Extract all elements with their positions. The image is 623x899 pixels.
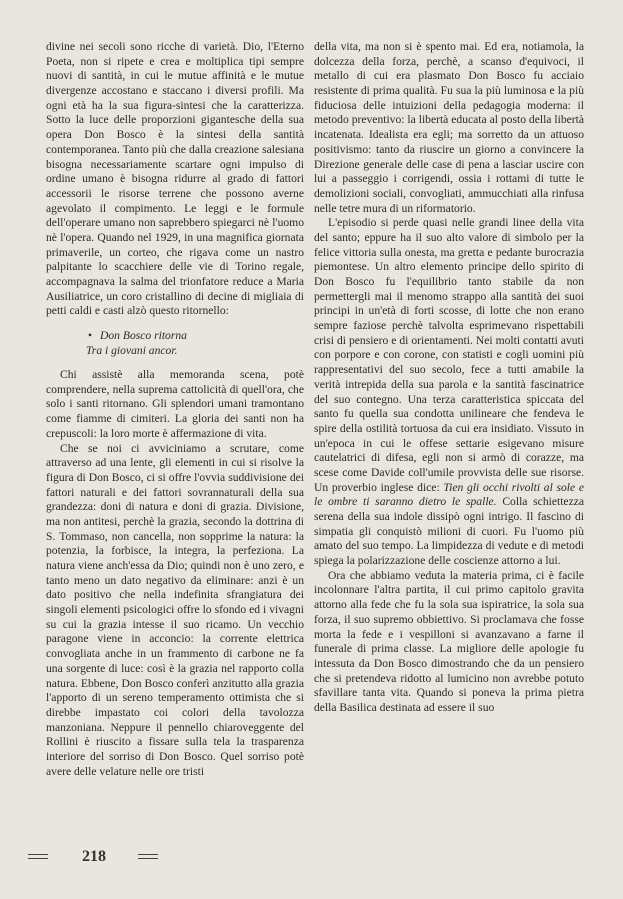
page-footer	[28, 848, 158, 866]
paragraph: della vita, ma non si è spento mai. Ed era, notiamola, la dolcezza della forza, perchè, a scanso d'equivoci, il metallo di cui era plasmato Don Bosco fu acciaio resistente di prima qualità. Fu sua la più luminosa e la più fiduciosa delle intuizioni della pedagogia moderna: il metodo preventivo: la libertà educata al posto della libertà incatenata. Idealista era egli; ma sorretto da un attuoso positivismo: tanto da riuscire un giorno a convincere la Direzione generale delle case di pena a lasciar uscire con lui a passeggio i corrigendi, ossia i rottami di tutte le demolizioni sociali, convogliati, ammucchiati alla rinfusa nelle tetre mura di un riformatorio.	[314, 40, 584, 215]
verse-line: Don Bosco ritorna	[100, 329, 187, 343]
verse-bullet: •	[88, 329, 93, 343]
decorative-rule	[138, 854, 158, 860]
proverb-quote: Tien gli occhi rivolti al sole e le ombre ti saranno dietro le spalle.	[314, 480, 584, 509]
paragraph-text: L'episodio si perde quasi nelle grandi linee della vita del santo; eppure ha il suo alto valore di simbolo per la felice vittoria sulla onesta, ma gretta e pedante burocrazia piemontese. Un altro elemento principe dello spirito di Don Bosco fu l'equilibrio tanto stabile da non permettergli mai il menomo strappo alla santità dei suoi principi in un'età di forti scosse, di lotte che non erano sempre faziose perchè talvolta esprimevano rispettabili crisi di pensiero e di orientamenti. Nei molti contatti avuti con porpore e con corone, con statisti e cogli uomini più rappresentativi del suo secolo, fece a tutti amabile la verità intrepida della sua parola e la santità fascinatrice del suo contegno. Una terza caratteristica spiccata del santo fu quella sua condotta unilineare che fendeva le spire della ostilità tortuosa da cui era insidiato. Vissuto in un'epoca in cui le offese settarie esigevano misure cautelatrici di difesa, egli non si armò di corazze, ma scese come Davide coll'umile provvista delle sue risorse. Un proverbio inglese dice:	[314, 216, 584, 494]
paragraph: divine nei secoli sono ricche di varietà. Dio, l'Eterno Poeta, non si ripete e crea e moltiplica tipi sempre nuovi di santità, in cui le mutue affinità e le mutue divergenze accostano e staccano i diversi profili. Ma ogni età ha la sua figura-sintesi che la caratterizza. Sotto la luce delle proporzioni gigantesche della sua opera Don Bosco è la sintesi della santità contemporanea. Tanto più che dalla creazione salesiana bisogna necessariamente scartare ogni impulso di ordine umano è bisogna ridurre al grado di fattori accessorii le risorse terrene che possono averne agevolato il compimento. Le leggi e le formule dell'operare umano non saprebbero spiegarci nè l'uomo nè l'opera. Quando nel 1929, in una magnifica giornata primaverile, un corteo, che rigava come un nastro palpitante lo scacchiere delle vie di Torino regale, accompagnava la salma del trionfatore reduce a Maria Ausiliatrice, un coro cristallino di decine di migliaia di petti caldi e casti alzò questo ritornello:	[46, 40, 304, 318]
decorative-rule	[28, 854, 48, 860]
paragraph-text: Colla schiettezza serena della sua indole dissipò ogni intrigo. Il fascino di simpatia gli conquistò milioni di cuori. Fu l'uomo più amato del suo tempo. La limpidezza di vedute e di metodi spiega la polarizzazione delle coscienze attorno a lui.	[314, 495, 585, 568]
paragraph	[314, 216, 584, 569]
paragraph: Ora che abbiamo veduta la materia prima, ci è facile incolonnare l'altra partita, il cui primo capitolo gravita attorno alla fede che fu la sola sua ispiratrice, la sola sua forza, il suo supremo obbiettivo. Si proclamava che fosse morta la fede e i vespilloni si avanzavano a farne il funerale di prima classe. La migliore delle apologie fu intessuta da Don Bosco dimostrando che da un pensiero che si pretendeva ridotto al lumicino non avrebbe potuto sfavillare tanta vita. Quando si poneva la prima pietra della Basilica destinata ad essere il suo	[314, 568, 584, 714]
verse-line: Tra i giovani ancor.	[86, 344, 178, 358]
verse-refrain	[46, 328, 304, 358]
left-column	[46, 40, 304, 779]
page-number: 218	[82, 848, 106, 865]
paragraph: Che se noi ci avviciniamo a scrutare, come attraverso ad una lente, gli elementi in cui si risolve la figura di Don Bosco, ci si offre l'ovvia suddivisione dei fattori naturali e dei fattori sovrannaturali della sua grandezza: doni di natura e doni di grazia. Divisione, ma non antitesi, perchè la grazia, secondo la dottrina di S. Tommaso, non cancella, non sopprime la natura: la potenzia, la forbisce, la integra, la perfeziona. La natura viene anch'essa da Dio; quindi non è uno zero, e tanto meno un dato negativo da eliminare: anzi è un dato positivo che nella indefinita sfrangiatura dei singoli elementi psicologici offre lo sfondo ed i vivagni su cui la grazia intesse il suo ricamo. Un vecchio paragone viene in acconcio: la corrente elettrica convogliata anche in un frammento di carbone ne fa una sorgente di luce: così è la grazia nel rapporto colla natura. Ebbene, Don Bosco conferì anzitutto alla grazia l'apporto di un sereno temperamento ottimista che si direbbe impastato coi colori della tavolozza manzoniana. Neppure il pennello chiaroveggente del Rollini è riuscito a fissare sulla tela la trasparenza interiore del sorriso di Don Bosco. Quel sorriso potè avere delle velature nelle ore tristi	[46, 441, 304, 778]
right-column	[314, 40, 584, 716]
paragraph: Chi assistè alla memoranda scena, potè comprendere, nella suprema cattolicità di quell'ora, che solo i santi ritornano. Gli splendori umani tramontano come fiamme di cimiteri. La gloria dei santi non ha crepuscoli: la loro morte è affermazione di vita.	[46, 368, 304, 440]
